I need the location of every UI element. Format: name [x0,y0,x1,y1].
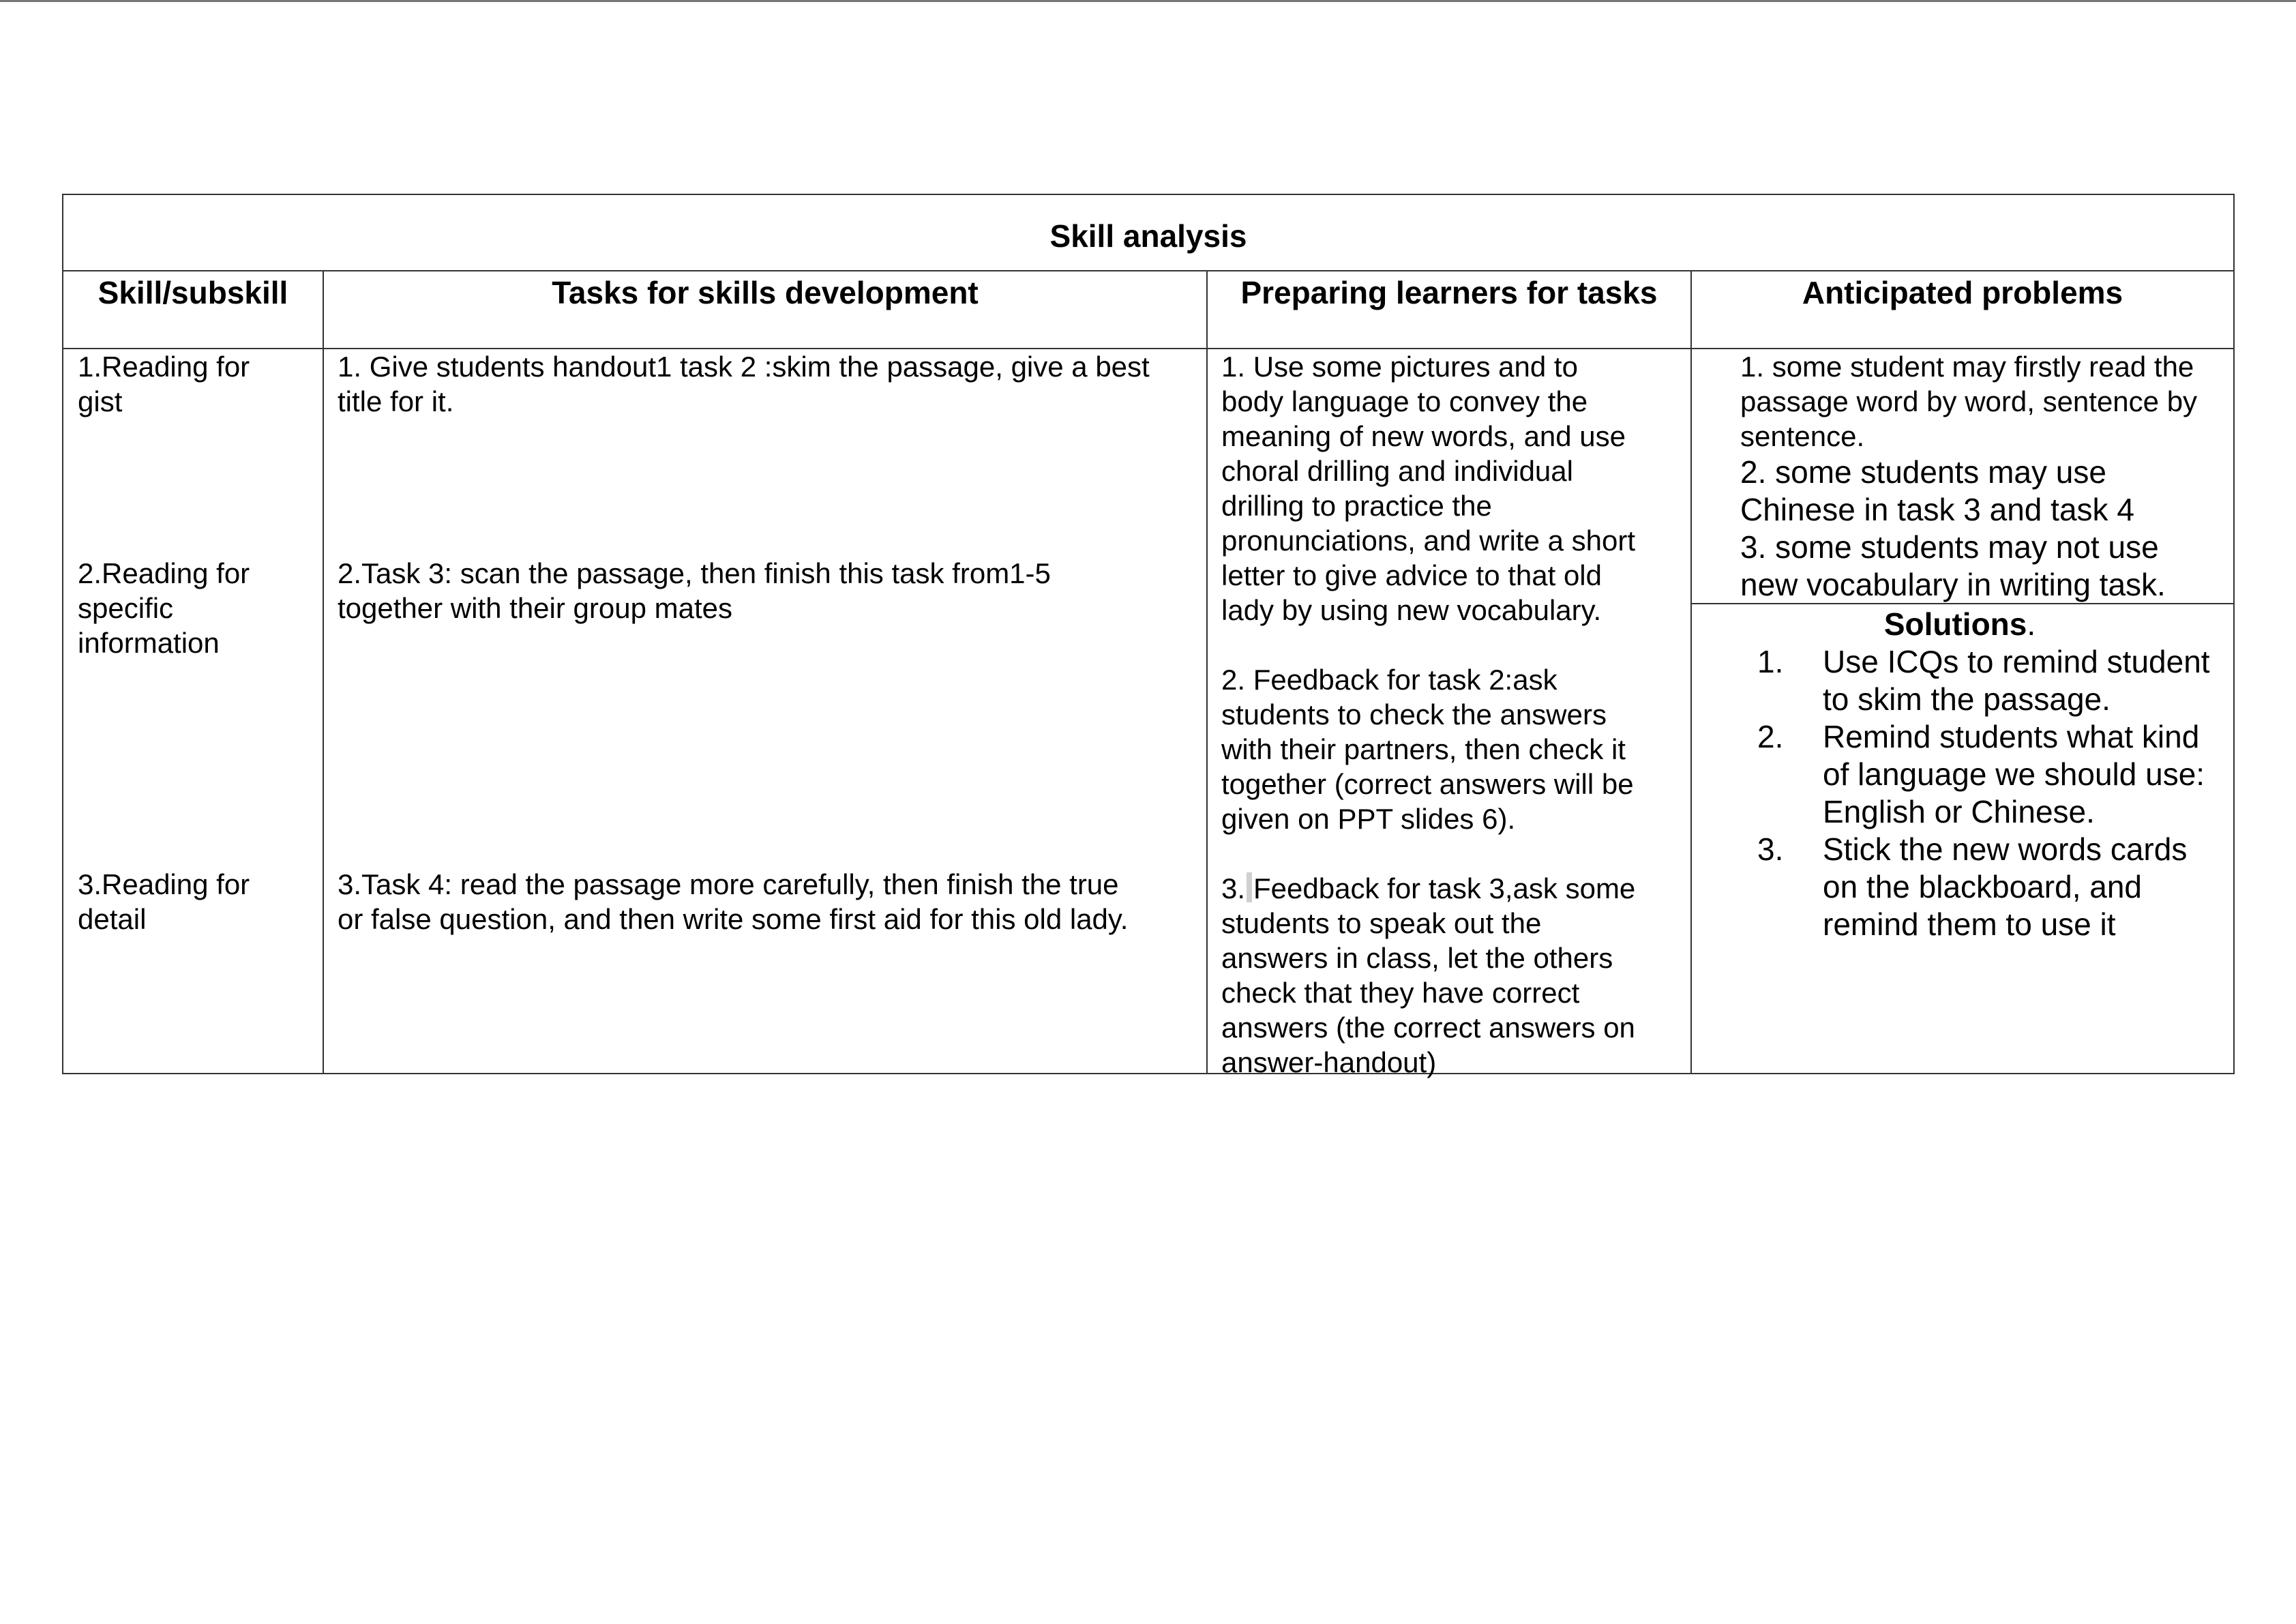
task-1 [338,349,1150,419]
text-line: information [78,627,220,659]
task-3 [338,867,1128,936]
text-line: 2.Task 3: scan the passage, then finish this task from1-5 [338,557,1051,589]
text-line: Remind students what kind [1823,719,2200,754]
text-line: 1. Give students handout1 task 2 :skim the passage, give a best [338,351,1150,383]
text-line: 2.Reading for [78,557,250,589]
solutions-title-punct: . [2027,606,2036,642]
text-line: of language we should use: [1823,756,2205,792]
text-line: 1.Reading for [78,351,250,383]
text-line: body language to convey the [1221,385,1588,417]
header-tasks: Tasks for skills development [552,275,979,310]
text-line [1221,871,1635,906]
text-line: with their partners, then check it [1221,733,1626,765]
text-line: 3.Task 4: read the passage more carefully, then finish the true [338,868,1119,900]
text-line: 2. some students may use [1740,454,2106,490]
text-line: 3. some students may not use [1740,529,2159,565]
spacer [1221,836,1635,871]
text-line: Chinese in task 3 and task 4 [1740,492,2134,527]
text-line: Use ICQs to remind student [1823,644,2210,679]
text-line: sentence. [1740,420,1865,452]
text-line: lady by using new vocabulary. [1221,594,1602,626]
text-line: detail [78,903,147,935]
text-line: meaning of new words, and use [1221,420,1626,452]
text-line: title for it. [338,385,454,417]
text-line: letter to give advice to that old [1221,559,1602,591]
text-line: students to speak out the [1221,907,1542,939]
text-line: answers (the correct answers on [1221,1012,1635,1044]
header-skill-subskill: Skill/subskill [98,275,288,310]
page-top-border [0,0,2296,2]
text-line: drilling to practice the [1221,490,1492,522]
text-line: choral drilling and individual [1221,455,1573,487]
list-item [1757,831,2233,943]
solutions-list [1757,643,2233,943]
text-line: on the blackboard, and [1823,869,2143,904]
text-line: 1. some student may firstly read the [1740,351,2194,383]
skill-reading-for-gist [78,349,250,419]
text-line: answers in class, let the others [1221,942,1613,974]
list-number: 3. [1757,831,1784,867]
text-line: 3.Reading for [78,868,250,900]
skill-analysis-table [62,194,2235,1078]
skill-reading-for-specific-information [78,556,250,660]
list-item [1757,643,2233,718]
list-number: 1. [1757,644,1784,679]
text-line: passage word by word, sentence by [1740,385,2198,417]
text-line: check that they have correct [1221,977,1580,1009]
list-item [1757,718,2233,831]
text-line: specific [78,592,174,624]
header-anticipated-problems: Anticipated problems [1802,275,2123,310]
preparing-cell [1221,349,1635,1080]
list-number: 3. [1221,872,1246,904]
task-2 [338,556,1051,625]
spacer [1221,628,1635,662]
text-line: students to check the answers [1221,698,1607,730]
text-line: or false question, and then write some first aid for this old lady. [338,903,1129,935]
text-line: Stick the new words cards [1823,831,2188,867]
text-line: answer-handout) [1221,1046,1437,1078]
text-line: together (correct answers will be [1221,768,1634,800]
skill-reading-for-detail [78,867,250,936]
text-span: Feedback for task 3,ask some [1253,872,1636,904]
column-divider [1206,271,1208,1074]
text-line: 1. Use some pictures and to [1221,351,1578,383]
solutions-heading [1692,606,2233,643]
solutions-title: Solutions [1883,606,2027,642]
table-title: Skill analysis [63,195,2233,271]
list-number: 2. [1757,719,1784,754]
text-line: 2. Feedback for task 2:ask [1221,664,1557,696]
text-line: to skim the passage. [1823,681,2111,717]
text-line: together with their group mates [338,592,732,624]
solutions-cell [1692,606,2233,943]
text-line: given on PPT slides 6). [1221,803,1516,835]
column-divider [323,271,324,1074]
text-line: new vocabulary in writing task. [1740,567,2166,602]
text-line: pronunciations, and write a short [1221,525,1636,557]
text-line: English or Chinese. [1823,794,2095,829]
text-line: gist [78,385,123,417]
text-cursor-mark [1247,872,1252,902]
anticipated-problems-cell [1740,349,2197,604]
header-preparing: Preparing learners for tasks [1240,275,1658,310]
text-line: remind them to use it [1823,906,2116,942]
